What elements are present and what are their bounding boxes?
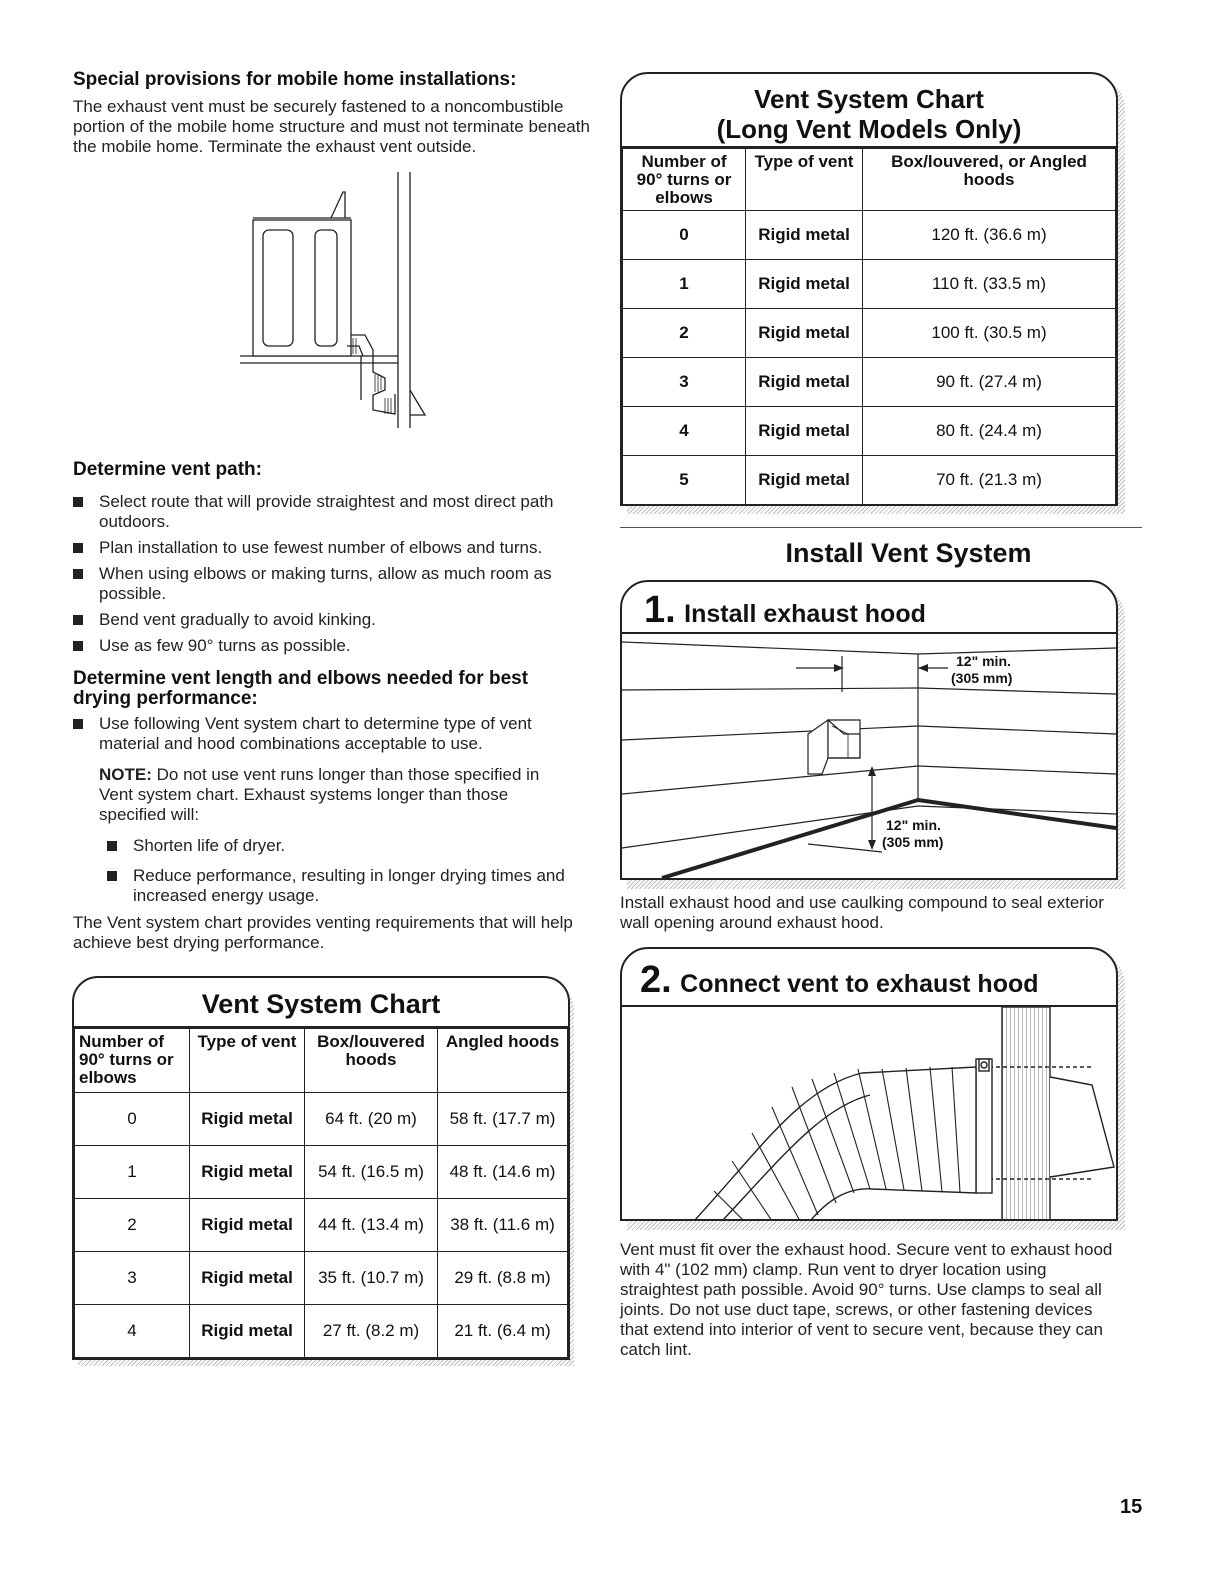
list-item: Reduce performance, resulting in longer drying times and increased energy usage.: [107, 866, 567, 906]
chart-long-title: [622, 74, 1116, 148]
list-item: Shorten life of dryer.: [107, 836, 567, 856]
cell: Rigid metal: [190, 1252, 305, 1305]
cell: 70 ft. (21.3 m): [863, 456, 1116, 505]
chart-long-table: [622, 148, 1116, 505]
column-header: Box/louvered hoods: [305, 1029, 438, 1093]
note-text: Do not use vent runs longer than those specified in Vent system chart. Exhaust systems longer than those specified will:: [99, 765, 540, 824]
step1-number: 1.: [644, 589, 676, 631]
chart-standard-title: Vent System Chart: [74, 978, 568, 1028]
cell: Rigid metal: [190, 1093, 305, 1146]
table-header-row: [623, 149, 1116, 211]
table-row: [75, 1093, 568, 1146]
dim-top-line1: 12" min.: [956, 653, 1011, 669]
list-item: Use following Vent system chart to determine type of vent material and hood combinations acceptable to use.: [73, 714, 573, 754]
cell: Rigid metal: [190, 1146, 305, 1199]
column-header: Number of 90° turns or elbows: [623, 149, 746, 211]
cell: 0: [623, 211, 746, 260]
mobile-home-heading: Special provisions for mobile home installations:: [73, 69, 517, 90]
column-header: Box/louvered, or Angled hoods: [863, 149, 1116, 211]
cell: Rigid metal: [746, 456, 863, 505]
list-item: Select route that will provide straightest and most direct path outdoors.: [73, 492, 573, 532]
cell: 100 ft. (30.5 m): [863, 309, 1116, 358]
step2-title: Connect vent to exhaust hood: [680, 970, 1039, 998]
step1-header: [622, 582, 1116, 634]
cell: 21 ft. (6.4 m): [438, 1305, 568, 1358]
list-item: Plan installation to use fewest number of elbows and turns.: [73, 538, 573, 558]
cell: 64 ft. (20 m): [305, 1093, 438, 1146]
cell: 48 ft. (14.6 m): [438, 1146, 568, 1199]
table-row: [75, 1199, 568, 1252]
cell: Rigid metal: [746, 407, 863, 456]
cell: 0: [75, 1093, 190, 1146]
cell: Rigid metal: [190, 1305, 305, 1358]
cell: 5: [623, 456, 746, 505]
cell: 44 ft. (13.4 m): [305, 1199, 438, 1252]
column-header: Number of 90° turns or elbows: [75, 1029, 190, 1093]
vent-connection-illustration: [622, 1007, 1116, 1221]
chart-long-title-line2: (Long Vent Models Only): [716, 114, 1022, 144]
cell: 29 ft. (8.8 m): [438, 1252, 568, 1305]
cell: 58 ft. (17.7 m): [438, 1093, 568, 1146]
step2-panel: [620, 947, 1118, 1221]
section-divider: [620, 527, 1142, 528]
cell: Rigid metal: [746, 260, 863, 309]
vent-length-heading: Determine vent length and elbows needed for best drying performance:: [73, 668, 529, 709]
dim-bottom-line1: 12" min.: [886, 817, 941, 833]
cell: 1: [623, 260, 746, 309]
chart-standard: [72, 976, 570, 1360]
table-row: [623, 260, 1116, 309]
step2-header: [622, 949, 1116, 1007]
table-row: [75, 1146, 568, 1199]
cell: 3: [75, 1252, 190, 1305]
step1-caption: Install exhaust hood and use caulking compound to seal exterior wall opening around exhaust hood.: [620, 893, 1104, 932]
table-row: [623, 211, 1116, 260]
note-list: [107, 836, 567, 912]
note-label: NOTE:: [99, 765, 152, 784]
table-row: [623, 358, 1116, 407]
cell: 2: [623, 309, 746, 358]
step2-caption: Vent must fit over the exhaust hood. Secure vent to exhaust hood with 4" (102 mm) clamp. Run vent to dryer location using straightest path possible. Avoid 90° turns. Use clamps to seal all joints. Do not use duct tape, screws, or other fastening devices that extend into interior of vent to secure vent, because they can catch lint.: [620, 1240, 1113, 1359]
cell: Rigid metal: [746, 211, 863, 260]
dim-bottom-line2: (305 mm): [882, 834, 944, 850]
list-item: Bend vent gradually to avoid kinking.: [73, 610, 573, 630]
cell: Rigid metal: [746, 309, 863, 358]
chart-long-title-line1: Vent System Chart: [754, 84, 984, 114]
column-header: Angled hoods: [438, 1029, 568, 1093]
chart-standard-table: [74, 1028, 568, 1358]
table-row: [623, 407, 1116, 456]
step1-panel: [620, 580, 1118, 880]
list-item: Use as few 90° turns as possible.: [73, 636, 573, 656]
cell: 4: [623, 407, 746, 456]
cell: 1: [75, 1146, 190, 1199]
mobile-home-text: The exhaust vent must be securely fastened to a noncombustible portion of the mobile home structure and must not terminate beneath the mobile home. Terminate the exhaust vent outside.: [73, 97, 590, 156]
cell: 54 ft. (16.5 m): [305, 1146, 438, 1199]
cell: 2: [75, 1199, 190, 1252]
cell: 80 ft. (24.4 m): [863, 407, 1116, 456]
table-header-row: [75, 1029, 568, 1093]
column-header: Type of vent: [746, 149, 863, 211]
table-row: [623, 309, 1116, 358]
closing-text: The Vent system chart provides venting requirements that will help achieve best drying performance.: [73, 913, 573, 952]
exhaust-hood-illustration: [622, 634, 1116, 878]
cell: Rigid metal: [190, 1199, 305, 1252]
column-header: Type of vent: [190, 1029, 305, 1093]
cell: Rigid metal: [746, 358, 863, 407]
chart-long: [620, 72, 1118, 506]
mobile-home-dryer-illustration: [235, 170, 435, 430]
cell: 27 ft. (8.2 m): [305, 1305, 438, 1358]
cell: 110 ft. (33.5 m): [863, 260, 1116, 309]
cell: 120 ft. (36.6 m): [863, 211, 1116, 260]
cell: 4: [75, 1305, 190, 1358]
cell: 38 ft. (11.6 m): [438, 1199, 568, 1252]
vent-length-list: [73, 714, 573, 760]
vent-path-list: [73, 492, 573, 662]
vent-path-heading: Determine vent path:: [73, 459, 262, 480]
step1-title: Install exhaust hood: [684, 600, 926, 628]
dim-top-line2: (305 mm): [951, 670, 1013, 686]
cell: 90 ft. (27.4 m): [863, 358, 1116, 407]
table-row: [75, 1305, 568, 1358]
table-row: [623, 456, 1116, 505]
step2-number: 2.: [640, 959, 672, 1001]
list-item: When using elbows or making turns, allow as much room as possible.: [73, 564, 573, 604]
cell: 35 ft. (10.7 m): [305, 1252, 438, 1305]
install-section-title: Install Vent System: [785, 538, 1032, 568]
page-number: 15: [1120, 1496, 1143, 1518]
table-row: [75, 1252, 568, 1305]
note-paragraph: [99, 765, 569, 825]
cell: 3: [623, 358, 746, 407]
